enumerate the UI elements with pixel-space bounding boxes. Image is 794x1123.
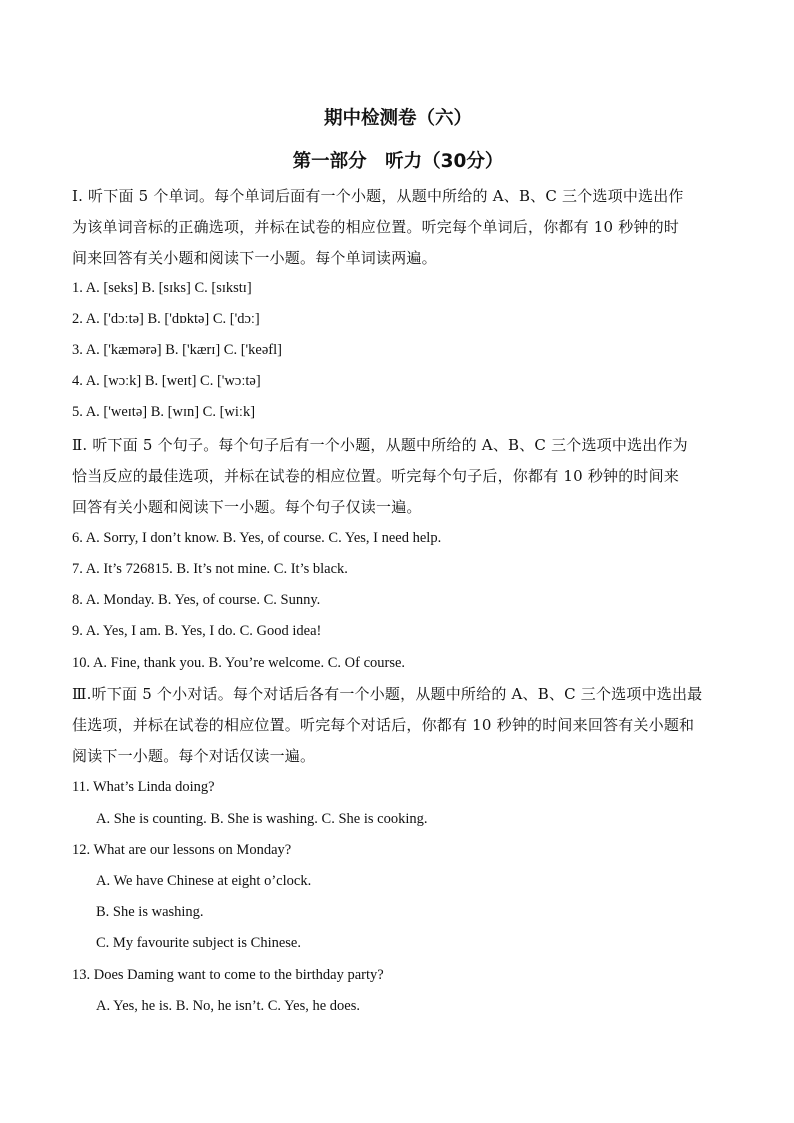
question-2: 2. A. ['dɔːtə] B. ['dɒktə] C. ['dɔː] xyxy=(72,311,260,327)
instruction-line: 恰当反应的最佳选项，并标在试卷的相应位置。听完每个句子后，你都有 10 秒钟的时间来 xyxy=(72,467,680,485)
question-13-options: A. Yes, he is. B. No, he isn’t. C. Yes, he does. xyxy=(96,998,360,1014)
instruction-line: Ⅲ.听下面 5 个小对话。每个对话后各有一个小题，从题中所给的 A、B、C 三个选项中选出最 xyxy=(72,685,703,703)
question-5: 5. A. ['weɪtə] B. [wɪn] C. [wiːk] xyxy=(72,404,256,420)
instruction-line: Ⅰ. 听下面 5 个单词。每个单词后面有一个小题，从题中所给的 A、B、C 三个选项中选出作 xyxy=(72,187,684,205)
instruction-line: 阅读下一小题。每个对话仅读一遍。 xyxy=(72,747,316,765)
question-4: 4. A. [wɔːk] B. [weɪt] C. ['wɔːtə] xyxy=(72,373,261,389)
question-12-option-b: B. She is washing. xyxy=(96,904,204,920)
instruction-line: Ⅱ. 听下面 5 个句子。每个句子后有一个小题，从题中所给的 A、B、C 三个选项中选出作为 xyxy=(72,436,688,454)
question-8: 8. A. Monday. B. Yes, of course. C. Sunny. xyxy=(72,592,321,608)
question-11-options: A. She is counting. B. She is washing. C. She is cooking. xyxy=(96,811,428,827)
question-1: 1. A. [seks] B. [sɪks] C. [sɪkstɪ] xyxy=(72,280,252,296)
section2-instructions xyxy=(72,430,724,523)
part-title: 第一部分 听力（30分） xyxy=(292,151,504,172)
question-12: 12. What are our lessons on Monday? xyxy=(72,842,292,858)
question-6: 6. A. Sorry, I don’t know. B. Yes, of course. C. Yes, I need help. xyxy=(72,530,442,546)
question-11: 11. What’s Linda doing? xyxy=(72,779,215,795)
section1-instructions xyxy=(72,181,724,274)
instruction-line: 回答有关小题和阅读下一小题。每个句子仅读一遍。 xyxy=(72,498,422,516)
exam-title: 期中检测卷（六） xyxy=(323,108,472,129)
question-12-option-a: A. We have Chinese at eight o’clock. xyxy=(96,873,312,889)
instruction-line: 为该单词音标的正确选项，并标在试卷的相应位置。听完每个单词后，你都有 10 秒钟的时 xyxy=(72,218,680,236)
instruction-line: 间来回答有关小题和阅读下一小题。每个单词读两遍。 xyxy=(72,249,437,267)
question-10: 10. A. Fine, thank you. B. You’re welcome. C. Of course. xyxy=(72,655,406,671)
question-12-option-c: C. My favourite subject is Chinese. xyxy=(96,935,301,951)
question-9: 9. A. Yes, I am. B. Yes, I do. C. Good idea! xyxy=(72,623,322,639)
question-3: 3. A. ['kæmərə] B. ['kærɪ] C. ['keəfl] xyxy=(72,342,282,358)
section3-instructions xyxy=(72,679,724,772)
question-7: 7. A. It’s 726815. B. It’s not mine. C. It’s black. xyxy=(72,561,348,577)
instruction-line: 佳选项，并标在试卷的相应位置。听完每个对话后，你都有 10 秒钟的时间来回答有关小题和 xyxy=(72,716,695,734)
question-13: 13. Does Daming want to come to the birthday party? xyxy=(72,967,384,983)
